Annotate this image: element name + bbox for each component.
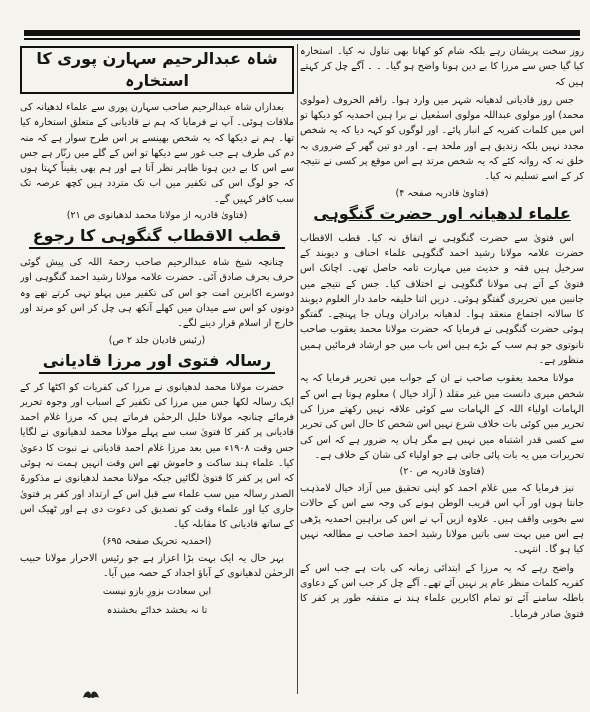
- left-column: [20, 44, 294, 706]
- section-paragraph: بعدازاں شاہ عبدالرحیم صاحب سہارن پوری سے علماء لدھیانہ کی ملاقات ہوئی۔ آپ نے فرمایا کہ ہم نے قادیانی کے متعلق استخارہ کیا تھا۔ ہم نے دیکھا کہ یہ شخص بھینسے پر اس طرح سوار ہے کہ منہ دم کی طرف ہے جب غور سے دیکھا تو اس کے گلے میں زنّار ہے جس سے اس کا بے دین ہونا ظاہر نظر آتا ہے اور ہم بھی یقیناً کہتا ہوں کہ جو لوگ اس کی تکفیر میں اب تک متردد ہیں کچھ عرصہ تک سب کافر کہیں گے۔: [20, 102, 294, 205]
- intro-paragraph-2: جس روز قادیانی لدھیانہ شہر میں وارد ہوا۔ راقم الحروف (مولوی محمد) اور مولوی عبداللہ مولوی اسمٰعیل نے برا ہین احمدیہ کو دیکھا تو اس میں کلمات کفریہ کے انبار پائے۔ اور لوگوں کو کہہ دیا کہ یہ شخص مجدد نہیں بلکہ زندیق ہے اور ملحد ہے۔ اور دو تین گھر کے ضروری بہ خلق نہ کہ روانہ کئے کہ یہ شخص مرتد ہے اس موقع پر کسی نے نتیجہ کر کے اسے تسلیم نہ کیا۔: [300, 94, 584, 183]
- column-divider: [297, 44, 298, 694]
- verse-line: تا نہ بخشد خدائے بخشندہ: [106, 605, 208, 617]
- section-citation: (رئیس قادیان جلد ۲ ص): [108, 334, 206, 346]
- section-heading-gangohi-rujoo: قطب الاقطاب گنگوہی کا رجوع: [20, 225, 294, 249]
- verse-line: ایں سعادت بزورِ بازو نیست: [102, 586, 212, 598]
- section-heading-ulama-ludhiana: علماء لدھیانہ اور حضرت گنگوہی: [313, 203, 571, 223]
- section-paragraph: چنانچہ شیخ شاہ عبدالرحیم صاحب رحمۃ اللہ کی پیش گوئی حرف بحرف صادق آئی۔ حضرت علامہ مولانا رشید احمد گنگوہی اور دوسرے اکابرین امت جو اس کی تکفیر میں پہلو تہی کرتے تھے وہ دونوں کو اس سے میدان میں کھلے آنکھ ہی چل کر اس کو مرتد اور خارج از اسلام قرار دینے لگے۔: [20, 257, 294, 330]
- top-rule: [24, 30, 580, 40]
- section-heading-shah-abdul-rahim: شاہ عبدالرحیم سہارن پوری کا استخارہ: [20, 46, 294, 94]
- closing-paragraph: نیز فرمایا کہ میں غلام احمد کو اپنی تحقیق میں آزاد خیال لامذہب جانتا ہوں اور آپ اس قریب الوطن ہونے کی وجہ سے اس کے حالات سے بخوبی واقف ہیں۔ علاوہ ازیں آپ نے اس کی براہین احمدیہ پڑھی ہے اس میں بہت سی باتیں مولانا رشید احمد صاحب نے مطالعہ نہیں کیا ہو گا۔ انتہی۔: [300, 483, 584, 556]
- section-paragraph: اس فتویٰ سے حضرت گنگوہی نے اتفاق نہ کیا۔ قطب الاقطاب حضرت علامہ مولانا رشید احمد گنگوہی علماء احناف و دیوبند کے سرخیل ہیں فقہ و حدیث میں مہارت تامہ حاصل تھی۔ اچانک اس فتویٰ کے آتے ہی مولانا گنگوہی نے اختلاف کیا۔ جس کے نتیجے میں جانبین میں تحریری گفتگو ہوئی۔ دریں اثنا خلیفہ حامد دار العلوم دیوبند کا سالانہ اجتماع منعقد ہوا۔ لدھیانہ برادران وہاں جا پہنچے۔ گفتگو ہوئی حضرت گنگوہی نے فرمایا کہ حضرت مولانا محمد یعقوب صاحب نانوتوی جو ہم سب کے بڑے ہیں اس باب میں جو ارشاد فرمائیں ہمیں منظور ہے۔: [300, 232, 584, 367]
- section-citation: (احمدیہ تحریک صفحہ ۶۹۵): [102, 535, 212, 547]
- section-heading-risala-fatwa: رسالہ فتوی اور مرزا قادیانی: [20, 350, 294, 374]
- right-column: [300, 44, 584, 706]
- intro-citation: (فتاویٰ قادریہ صفحہ ۴): [395, 187, 489, 199]
- section-paragraph: بہر حال یہ ایک بہت بڑا اعزاز ہے جو رئیس الاحرار مولانا حبیب الرحمٰن لدھیانوی کے آباؤ اجداد کے حصہ میں آیا۔: [20, 552, 294, 579]
- section-citation: (فتاویٰ قادریہ ص ۲۰): [399, 466, 485, 478]
- intro-paragraph-1: روز سخت پریشان رہے بلکہ شام کو کھانا بھی تناول نہ کیا۔ استخارہ کیا گیا جس سے مرزا کا بے دین ہونا واضح ہو گیا۔ ۔ ۔ آگے چل کر کہتے ہیں کہ: [300, 46, 584, 88]
- section-paragraph: حضرت مولانا محمد لدھیانوی نے مرزا کی کفریات کو اکٹھا کر کے ایک رسالہ لکھا جس میں مرزا کی تکفیر کے اسباب اور وجوہ تحریر فرمائے چنانچہ مولانا خلیل الرحمٰن فرماتے ہیں کہ مرزا غلام احمد قادیانی پر کفر کا فتویٰ سب سے پہلے مولانا محمد لدھیانوی نے لگایا جس وقت ۱۹۰۸ء میں بعد مرزا غلام احمد قادیانی نے نبوت کا دعویٰ کیا۔ علماء ہند ساکت و خاموش تھے اس وقت انہیں ہمت نہ ہوئی کہ اس پر کفر کا فتویٰ لگائیں جبکہ مولانا محمد لدھیانوی نے مذکورۃ الصدر رسالہ میں سب علماء سے قبل اس کے ارتداد اور کفر پر فتویٰ جاری کیا اور علماء وقت کو تصدیق کی دعوت دی ہے اور ٹھیک اس کے ساتھ قادیانی کا مقابلہ کیا۔: [20, 381, 294, 531]
- closing-paragraph: واضح رہے کہ یہ مرزا کے ابتدائی زمانہ کی بات ہے جب اس کے کفریہ کلمات منظر عام پر نہیں آئے تھے۔ آگے چل کر جب اس کے دعاوی باطلہ سامنے آئے تو تمام اکابرین علماء ہند نے متفقہ طور پر کفر کا فتویٰ صادر فرمایا۔: [300, 562, 584, 620]
- section-paragraph: مولانا محمد یعقوب صاحب نے ان کے جواب میں تحریر فرمایا کہ یہ شخص میری دانست میں غیر مقلد ( آزاد خیال ) معلوم ہوتا ہے اس کے الہامات اولیاء اللہ کے الہامات سے کوئی علاقہ نہیں رکھتے مرزا کی تحریر میں کوئی بات خلاف شرع نہیں اس شخص کا حال اس کی تحریر سے کسی قدر اشتباہ میں نہیں ہے مگر ہاں یہ ضرور ہے کہ اس کی تحریرات میں یہ بات پائی جاتی ہے جو اولیاء کی شان کے خلاف ہے۔: [300, 373, 584, 461]
- section-citation: (فتاویٰ قادریہ از مولانا محمد لدھیانوی ص ۲۱): [66, 210, 248, 222]
- ornament-mark: [80, 688, 102, 702]
